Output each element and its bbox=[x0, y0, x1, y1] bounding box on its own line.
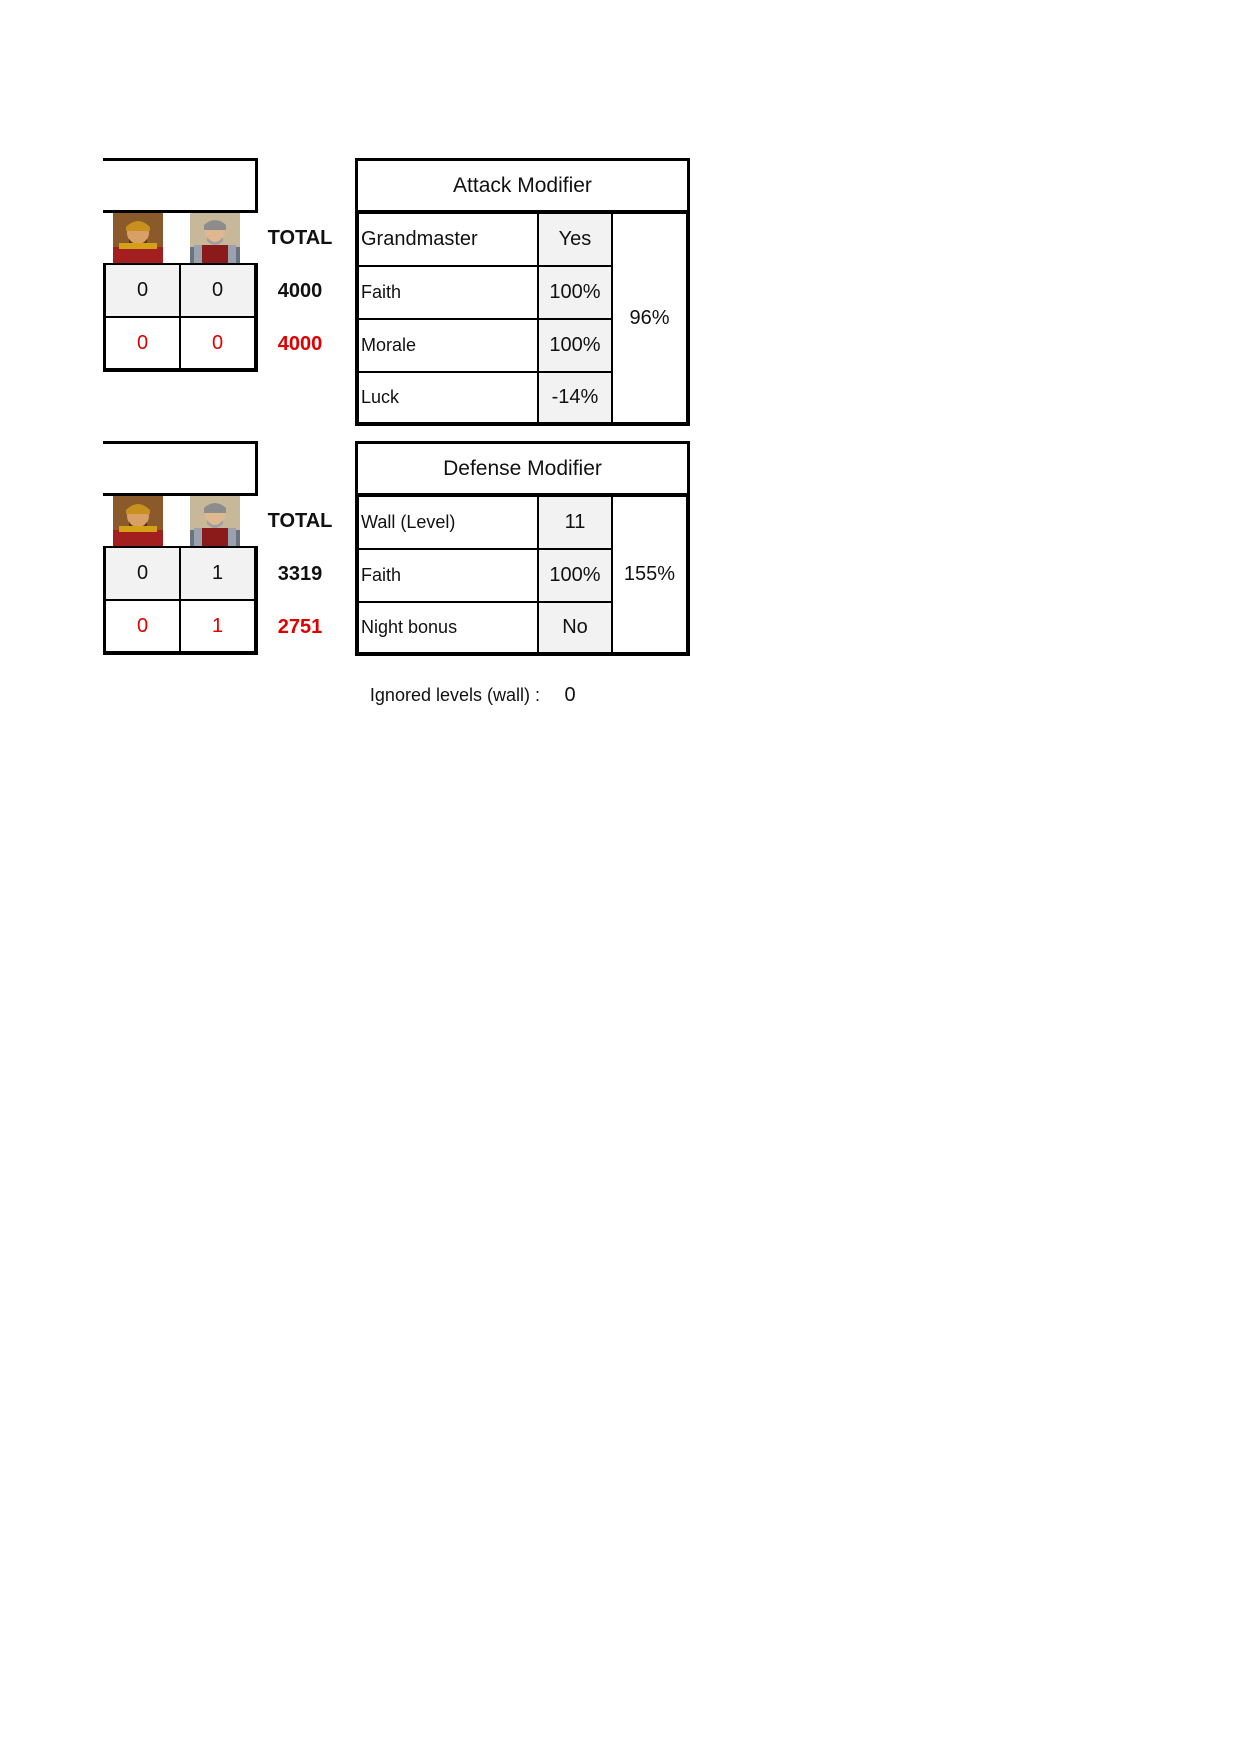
attack-header-box bbox=[103, 158, 258, 213]
attack-mod-value-faith[interactable]: 100% bbox=[538, 266, 612, 319]
attack-modifier-title: Attack Modifier bbox=[355, 158, 690, 213]
defense-mod-value-wall[interactable]: 11 bbox=[538, 496, 612, 549]
attack-modifier-result: 96% bbox=[612, 213, 687, 423]
attack-mod-label-luck: Luck bbox=[358, 372, 538, 423]
attack-mod-value-grandmaster[interactable]: Yes bbox=[538, 213, 612, 266]
ignored-levels-label: Ignored levels (wall) : bbox=[369, 684, 540, 705]
attack-unit2-remaining: 0 bbox=[180, 317, 255, 369]
attack-unit2-count[interactable]: 0 bbox=[180, 264, 255, 317]
defense-unit1-remaining: 0 bbox=[103, 600, 180, 652]
defense-unit2-remaining: 1 bbox=[180, 600, 255, 652]
defense-unit2-count[interactable]: 1 bbox=[180, 547, 255, 600]
attack-mod-label-grandmaster: Grandmaster bbox=[358, 213, 538, 266]
attack-unit1-count[interactable]: 0 bbox=[103, 264, 180, 317]
attack-mod-value-morale[interactable]: 100% bbox=[538, 319, 612, 372]
warrior-portrait-icon bbox=[113, 213, 163, 263]
defense-modifier-title: Defense Modifier bbox=[355, 441, 690, 496]
defense-total-remaining: 2751 bbox=[277, 616, 323, 638]
ignored-levels-value[interactable]: 0 bbox=[564, 683, 576, 706]
defense-troop-table bbox=[103, 441, 258, 655]
defense-total-label: TOTAL bbox=[267, 510, 333, 532]
attack-total: 4000 bbox=[277, 280, 323, 302]
attack-modifier-table bbox=[355, 158, 690, 426]
attack-mod-label-faith: Faith bbox=[358, 266, 538, 319]
attack-troop-table bbox=[103, 158, 258, 372]
attack-mod-value-luck[interactable]: -14% bbox=[538, 372, 612, 423]
defense-mod-value-faith[interactable]: 100% bbox=[538, 549, 612, 602]
attack-unit1-remaining: 0 bbox=[103, 317, 180, 369]
defense-mod-label-night: Night bonus bbox=[358, 602, 538, 653]
defense-unit1-count[interactable]: 0 bbox=[103, 547, 180, 600]
defense-modifier-table bbox=[355, 441, 690, 656]
defense-mod-value-night[interactable]: No bbox=[538, 602, 612, 653]
attack-total-label: TOTAL bbox=[267, 227, 333, 249]
defense-header-box bbox=[103, 441, 258, 496]
warrior-portrait-icon bbox=[113, 496, 163, 546]
attack-mod-label-morale: Morale bbox=[358, 319, 538, 372]
defense-mod-label-wall: Wall (Level) bbox=[358, 496, 538, 549]
defense-total: 3319 bbox=[277, 563, 323, 585]
defense-modifier-result: 155% bbox=[612, 496, 687, 653]
knight-portrait-icon bbox=[190, 213, 240, 263]
knight-portrait-icon bbox=[190, 496, 240, 546]
attack-total-remaining: 4000 bbox=[277, 333, 323, 355]
defense-mod-label-faith: Faith bbox=[358, 549, 538, 602]
